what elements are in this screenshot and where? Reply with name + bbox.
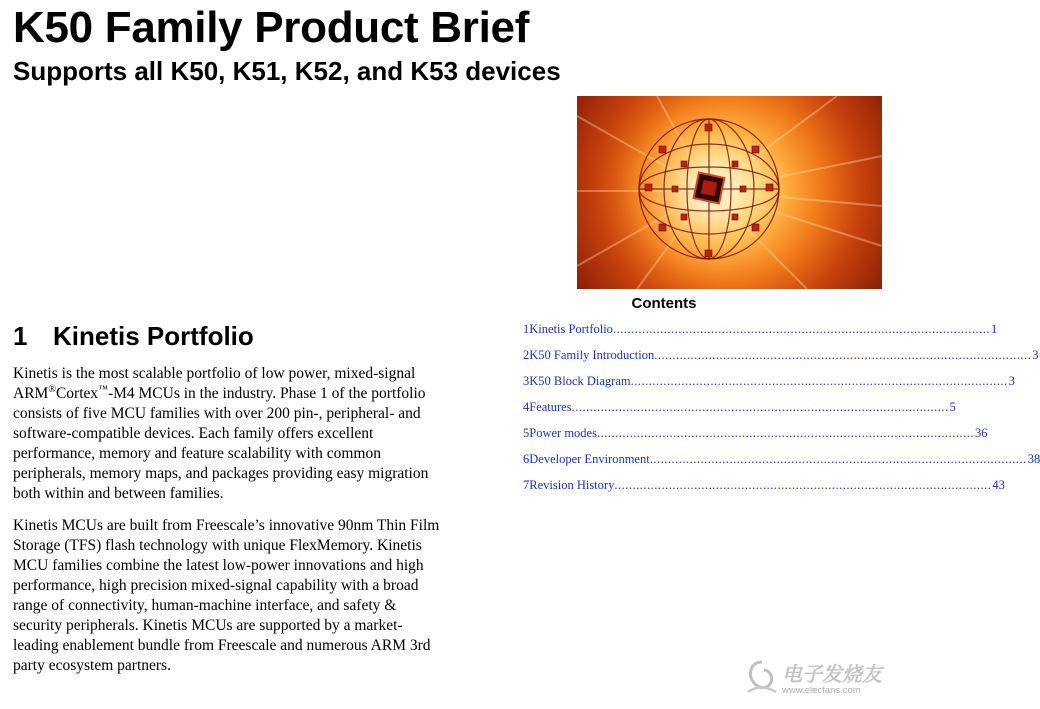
- toc-item-k50-block-diagram[interactable]: [518, 374, 1015, 400]
- contents-heading: Contents: [631, 295, 697, 312]
- trademark-mark: ™: [98, 383, 108, 395]
- toc-item-revision-history[interactable]: [518, 478, 1005, 504]
- toc-number: 3: [523, 374, 530, 388]
- section-title: Kinetis Portfolio: [53, 321, 254, 351]
- toc-number: 7: [523, 478, 530, 492]
- toc-label: Features: [529, 400, 572, 414]
- toc-leader: ........................................................................................................: [630, 374, 1008, 388]
- watermark: [744, 656, 884, 702]
- toc-number: 2: [523, 348, 530, 362]
- toc-label: K50 Block Diagram: [529, 374, 631, 388]
- watermark-url: www.elecfans.com: [782, 685, 861, 696]
- para-text: Cortex: [55, 385, 99, 402]
- toc-item-kinetis-portfolio[interactable]: [518, 322, 998, 348]
- watermark-text: 电子发烧友: [782, 662, 882, 686]
- toc-page: 1: [990, 322, 998, 336]
- section-heading: [13, 319, 254, 353]
- toc-number: 6: [523, 452, 530, 466]
- toc-item-developer-environment[interactable]: [518, 452, 1040, 478]
- toc-number: 4: [523, 400, 530, 414]
- para-text: -M4 MCUs in the industry. Phase 1 of the portfolio consists of five MCU families with over 200 pin-, peripheral- and software-compatible devices. Each family offers excellent performance, memory and feature scalability with common peripherals, memory maps, and packages providing easy migration both within and between families.: [13, 385, 429, 502]
- toc-item-power-modes[interactable]: [518, 426, 988, 452]
- toc-label: Power modes: [529, 426, 597, 440]
- toc-page: 38: [1027, 452, 1040, 466]
- toc-leader: ........................................................................................................: [612, 322, 990, 336]
- table-of-contents: [518, 322, 1040, 504]
- toc-leader: ........................................................................................................: [571, 400, 949, 414]
- technology-paragraph: Kinetis MCUs are built from Freescale’s innovative 90nm Thin Film Storage (TFS) flash technology with unique FlexMemory. Kinetis MCU families combine the latest low-power innovations and high performance, high precision mixed-signal capability with a broad range of connectivity, human-machine interface, and safety & security peripherals. Kinetis MCUs are supported by a market-leading enablement bundle from Freescale and numerous ARM 3rd party ecosystem partners.: [13, 517, 440, 674]
- toc-label: Developer Environment: [529, 452, 650, 466]
- toc-number: 5: [523, 426, 530, 440]
- toc-leader: ........................................................................................................: [654, 348, 1032, 362]
- watermark-logo-icon: [744, 656, 780, 700]
- para-text: Kinetis is the most scalable portfolio of low power, mixed-signal ARM: [13, 365, 416, 402]
- toc-page: 43: [992, 478, 1005, 492]
- toc-leader: ........................................................................................................: [614, 478, 992, 492]
- toc-page: 36: [974, 426, 988, 440]
- toc-leader: ........................................................................................................: [649, 452, 1027, 466]
- hero-image: [577, 96, 882, 289]
- toc-page: 3: [1032, 348, 1039, 362]
- toc-label: Kinetis Portfolio: [529, 322, 613, 336]
- toc-item-k50-family-introduction[interactable]: [518, 348, 1039, 374]
- document-subtitle: Supports all K50, K51, K52, and K53 devices: [13, 56, 561, 86]
- document-title: K50 Family Product Brief: [13, 3, 530, 52]
- toc-item-features[interactable]: [518, 400, 956, 426]
- toc-page: 3: [1008, 374, 1015, 388]
- registered-mark: ®: [48, 383, 56, 395]
- section-number: 1: [13, 321, 28, 351]
- toc-label: K50 Family Introduction: [529, 348, 655, 362]
- toc-label: Revision History: [529, 478, 615, 492]
- toc-leader: ........................................................................................................: [596, 426, 974, 440]
- intro-paragraph: [13, 364, 443, 504]
- toc-number: 1: [523, 322, 530, 336]
- toc-page: 5: [949, 400, 956, 414]
- sphere-chip-illustration: [577, 96, 882, 289]
